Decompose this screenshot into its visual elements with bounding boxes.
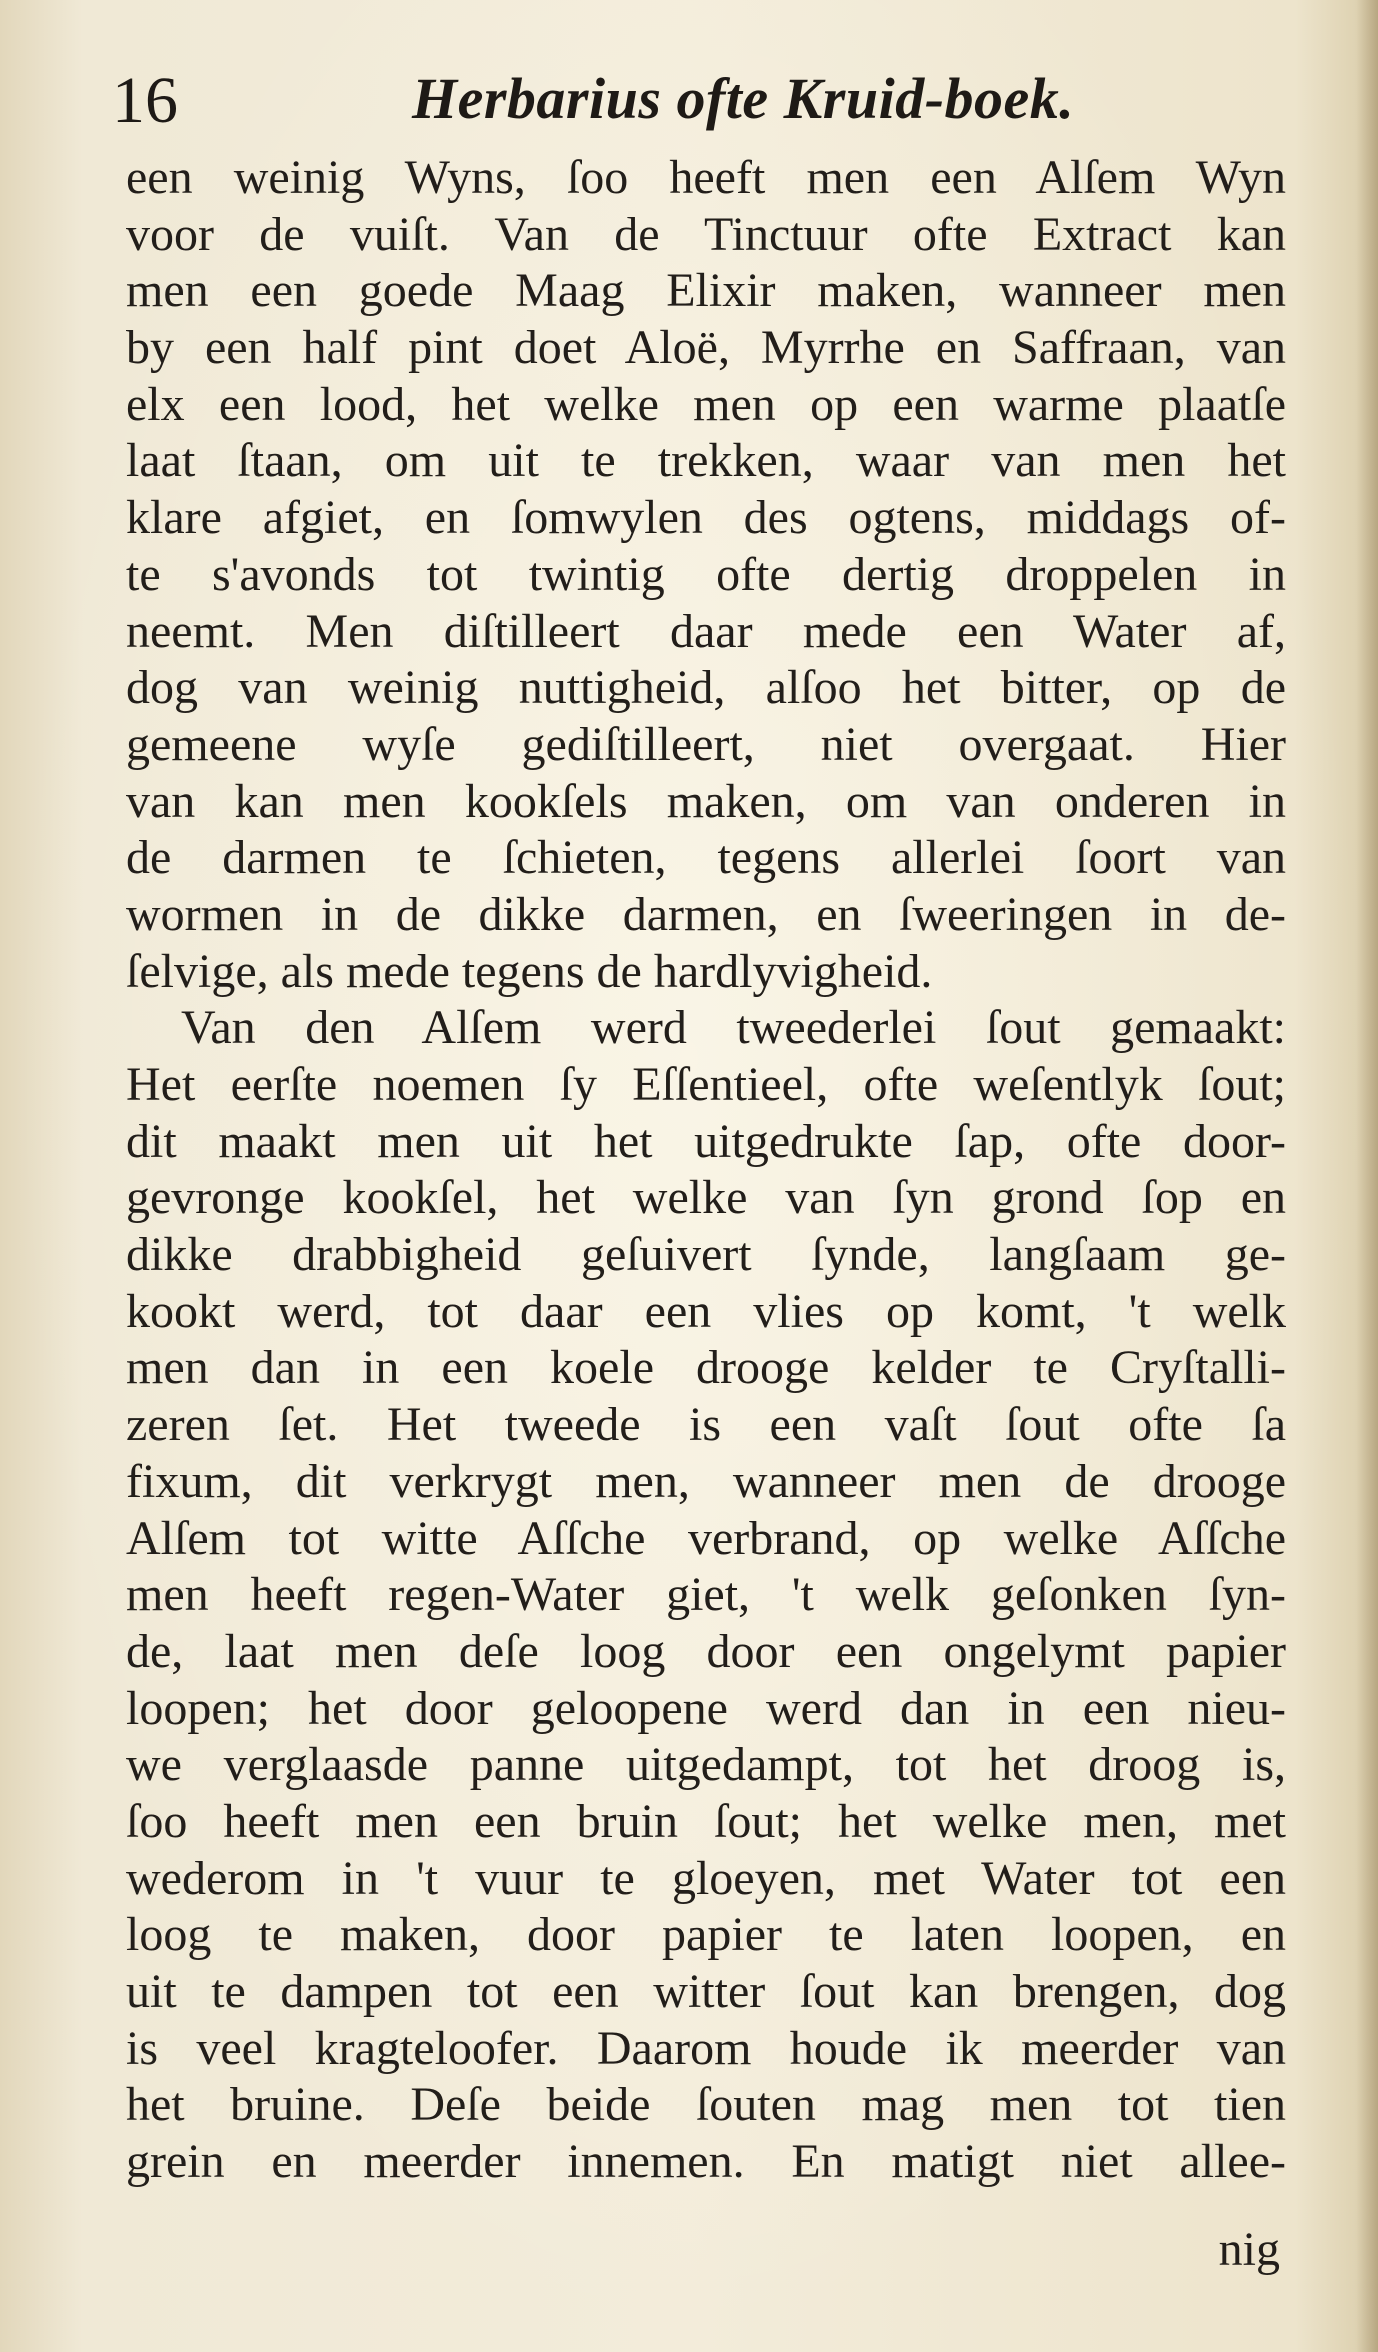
text-line-5: elx een lood, het welke men op een warme plaatſe: [126, 377, 1286, 431]
body-text: [126, 150, 1286, 2191]
text-line-10: dog van weinig nuttigheid, alſoo het bitter, op de: [126, 661, 1286, 715]
page-header: [112, 62, 1262, 142]
text-line-14: wormen in de dikke darmen, en ſweeringen in de-: [126, 887, 1286, 941]
text-line-2: voor de vuiſt. Van de Tinctuur ofte Extract kan: [126, 207, 1286, 261]
text-line-28: loopen; het door geloopene werd dan in een nieu-: [126, 1681, 1286, 1735]
text-line-3: men een goede Maag Elixir maken, wanneer men: [126, 264, 1286, 318]
text-line-35: het bruine. Deſe beide ſouten mag men tot tien: [126, 2078, 1286, 2132]
text-line-12: van kan men kookſels maken, om van onderen in: [126, 774, 1286, 828]
text-line-1: een weinig Wyns, ſoo heeft men een Alſem Wyn: [126, 151, 1286, 204]
text-line-36: grein en meerder innemen. En matigt niet allee-: [126, 2135, 1286, 2189]
text-line-17: Het eerſte noemen ſy Eſſentieel, ofte weſentlyk ſout;: [126, 1058, 1286, 1111]
text-line-18: dit maakt men uit het uitgedrukte ſap, ofte door-: [126, 1114, 1286, 1168]
text-line-13: de darmen te ſchieten, tegens allerlei ſoort van: [126, 831, 1286, 885]
text-line-9: neemt. Men diſtilleert daar mede een Water af,: [126, 604, 1286, 658]
catchword: nig: [1218, 2223, 1280, 2276]
text-line-6: laat ſtaan, om uit te trekken, waar van men het: [126, 434, 1286, 488]
text-line-16: Van den Alſem werd tweederlei ſout gemaakt:: [181, 1001, 1286, 1055]
text-line-32: loog te maken, door papier te laten loopen, en: [126, 1908, 1286, 1962]
text-line-24: fixum, dit verkrygt men, wanneer men de drooge: [126, 1454, 1286, 1508]
text-line-15: ſelvige, als mede tegens de hardlyvigheid.: [126, 944, 933, 998]
text-line-8: te s'avonds tot twintig ofte dertig droppelen in: [126, 547, 1286, 601]
text-line-31: wederom in 't vuur te gloeyen, met Water tot een: [126, 1851, 1286, 1905]
text-line-4: by een half pint doet Aloë, Myrrhe en Saffraan, van: [126, 321, 1286, 375]
text-line-25: Alſem tot witte Aſſche verbrand, op welke Aſſche: [126, 1511, 1286, 1565]
text-line-11: gemeene wyſe gediſtilleert, niet overgaat. Hier: [126, 717, 1286, 771]
text-line-19: gevronge kookſel, het welke van ſyn grond ſop en: [126, 1171, 1286, 1225]
running-head: Herbarius ofte Kruid-boek.: [412, 66, 1075, 131]
text-line-26: men heeft regen-Water giet, 't welk geſonken ſyn-: [126, 1568, 1286, 1622]
text-line-23: zeren ſet. Het tweede is een vaſt ſout ofte ſa: [126, 1398, 1286, 1452]
text-line-27: de, laat men deſe loog door een ongelymt papier: [126, 1624, 1286, 1678]
page-edge-shadow: [1356, 0, 1378, 2352]
text-line-30: ſoo heeft men een bruin ſout; het welke men, met: [126, 1794, 1286, 1848]
text-line-34: is veel kragteloofer. Daarom houde ik meerder van: [126, 2021, 1286, 2075]
text-line-21: kookt werd, tot daar een vlies op komt, 't welk: [126, 1284, 1286, 1338]
text-line-22: men dan in een koele drooge kelder te Cryſtalli-: [126, 1341, 1286, 1395]
page-number: 16: [112, 64, 178, 137]
text-line-33: uit te dampen tot een witter ſout kan brengen, dog: [126, 1965, 1286, 2018]
text-line-29: we verglaasde panne uitgedampt, tot het droog is,: [126, 1738, 1286, 1792]
text-line-7: klare afgiet, en ſomwylen des ogtens, middags of-: [126, 491, 1286, 545]
text-line-20: dikke drabbigheid geſuivert ſynde, langſaam ge-: [126, 1228, 1286, 1282]
